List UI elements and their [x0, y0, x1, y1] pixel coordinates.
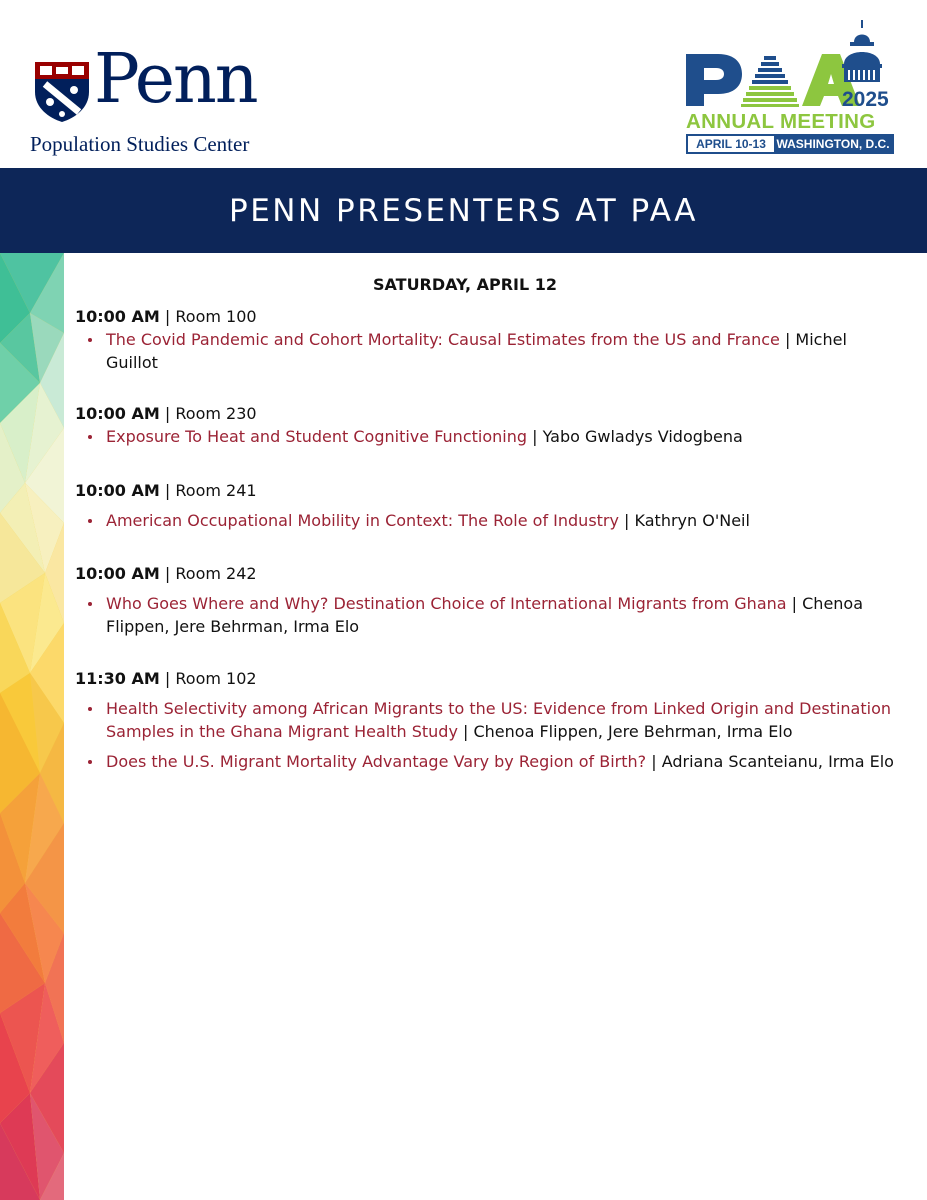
paper-title: Who Goes Where and Why? Destination Choice of International Migrants from Ghana: [106, 594, 787, 613]
session-block: [75, 667, 895, 780]
paa-date-box: [686, 134, 894, 154]
page-header: [0, 0, 927, 168]
session-room: Room 241: [175, 481, 257, 500]
penn-wordmark: Penn: [94, 40, 257, 119]
session-room: Room 100: [175, 307, 257, 326]
paa-logo-graphic: [684, 20, 896, 112]
separator: |: [159, 564, 176, 583]
paa-2025-logo: [684, 20, 896, 160]
session-header: [75, 402, 895, 425]
penn-subtitle: Population Studies Center: [30, 132, 250, 156]
session-block: [75, 479, 895, 539]
title-banner: [0, 168, 927, 253]
session-header: [75, 305, 895, 328]
separator: |: [159, 404, 176, 423]
session-time: 10:00 AM: [75, 307, 160, 326]
session-block: [75, 305, 895, 381]
separator: |: [159, 307, 176, 326]
session-list: [75, 697, 895, 773]
paa-dates: APRIL 10-13: [696, 137, 766, 151]
list-item: [75, 697, 895, 743]
session-time: 10:00 AM: [75, 404, 160, 423]
separator: |: [159, 481, 176, 500]
paper-title: American Occupational Mobility in Context: The Role of Industry: [106, 511, 619, 530]
separator: |: [159, 669, 176, 688]
day-heading: SATURDAY, APRIL 12: [372, 275, 558, 294]
session-time: 10:00 AM: [75, 481, 160, 500]
session-room: Room 242: [175, 564, 257, 583]
session-time: 11:30 AM: [75, 669, 160, 688]
penn-shield-icon: [33, 60, 91, 124]
page-title: PENN PRESENTERS AT PAA: [229, 192, 698, 229]
presenters: | Chenoa Flippen, Jere Behrman, Irma Elo: [457, 722, 793, 741]
session-list: [75, 592, 895, 638]
paper-title: Health Selectivity among African Migrants to the US: Evidence from Linked Origin and Destination Samples in the Ghana Migrant Health Study: [106, 699, 891, 741]
session-time: 10:00 AM: [75, 564, 160, 583]
list-item: [75, 592, 895, 638]
presenters: | Yabo Gwladys Vidogbena: [527, 427, 743, 446]
list-item: [75, 750, 895, 773]
session-list: [75, 425, 895, 448]
list-item: [75, 328, 895, 374]
session-list: [75, 509, 895, 532]
presenters: | Kathryn O'Neil: [618, 511, 750, 530]
paa-year: 2025: [842, 88, 889, 111]
presenters: | Michel Guillot: [106, 330, 847, 372]
rainbow-triangle-stripe: [0, 253, 64, 1200]
session-header: [75, 479, 895, 502]
session-block: [75, 402, 895, 455]
paper-title: Exposure To Heat and Student Cognitive Functioning: [106, 427, 527, 446]
paper-title: Does the U.S. Migrant Mortality Advantage Vary by Region of Birth?: [106, 752, 647, 771]
session-room: Room 230: [175, 404, 257, 423]
session-header: [75, 562, 895, 585]
presenters: | Adriana Scanteianu, Irma Elo: [646, 752, 894, 771]
paa-city: WASHINGTON, D.C.: [774, 136, 892, 152]
paa-annual-meeting: ANNUAL MEETING: [686, 110, 876, 133]
session-room: Room 102: [175, 669, 257, 688]
list-item: [75, 509, 895, 532]
presenters: | Chenoa Flippen, Jere Behrman, Irma Elo: [106, 594, 864, 636]
list-item: [75, 425, 895, 448]
penn-psc-logo: [30, 40, 300, 162]
session-list: [75, 328, 895, 374]
paper-title: The Covid Pandemic and Cohort Mortality: Causal Estimates from the US and France: [106, 330, 780, 349]
session-header: [75, 667, 895, 690]
session-block: [75, 562, 895, 645]
